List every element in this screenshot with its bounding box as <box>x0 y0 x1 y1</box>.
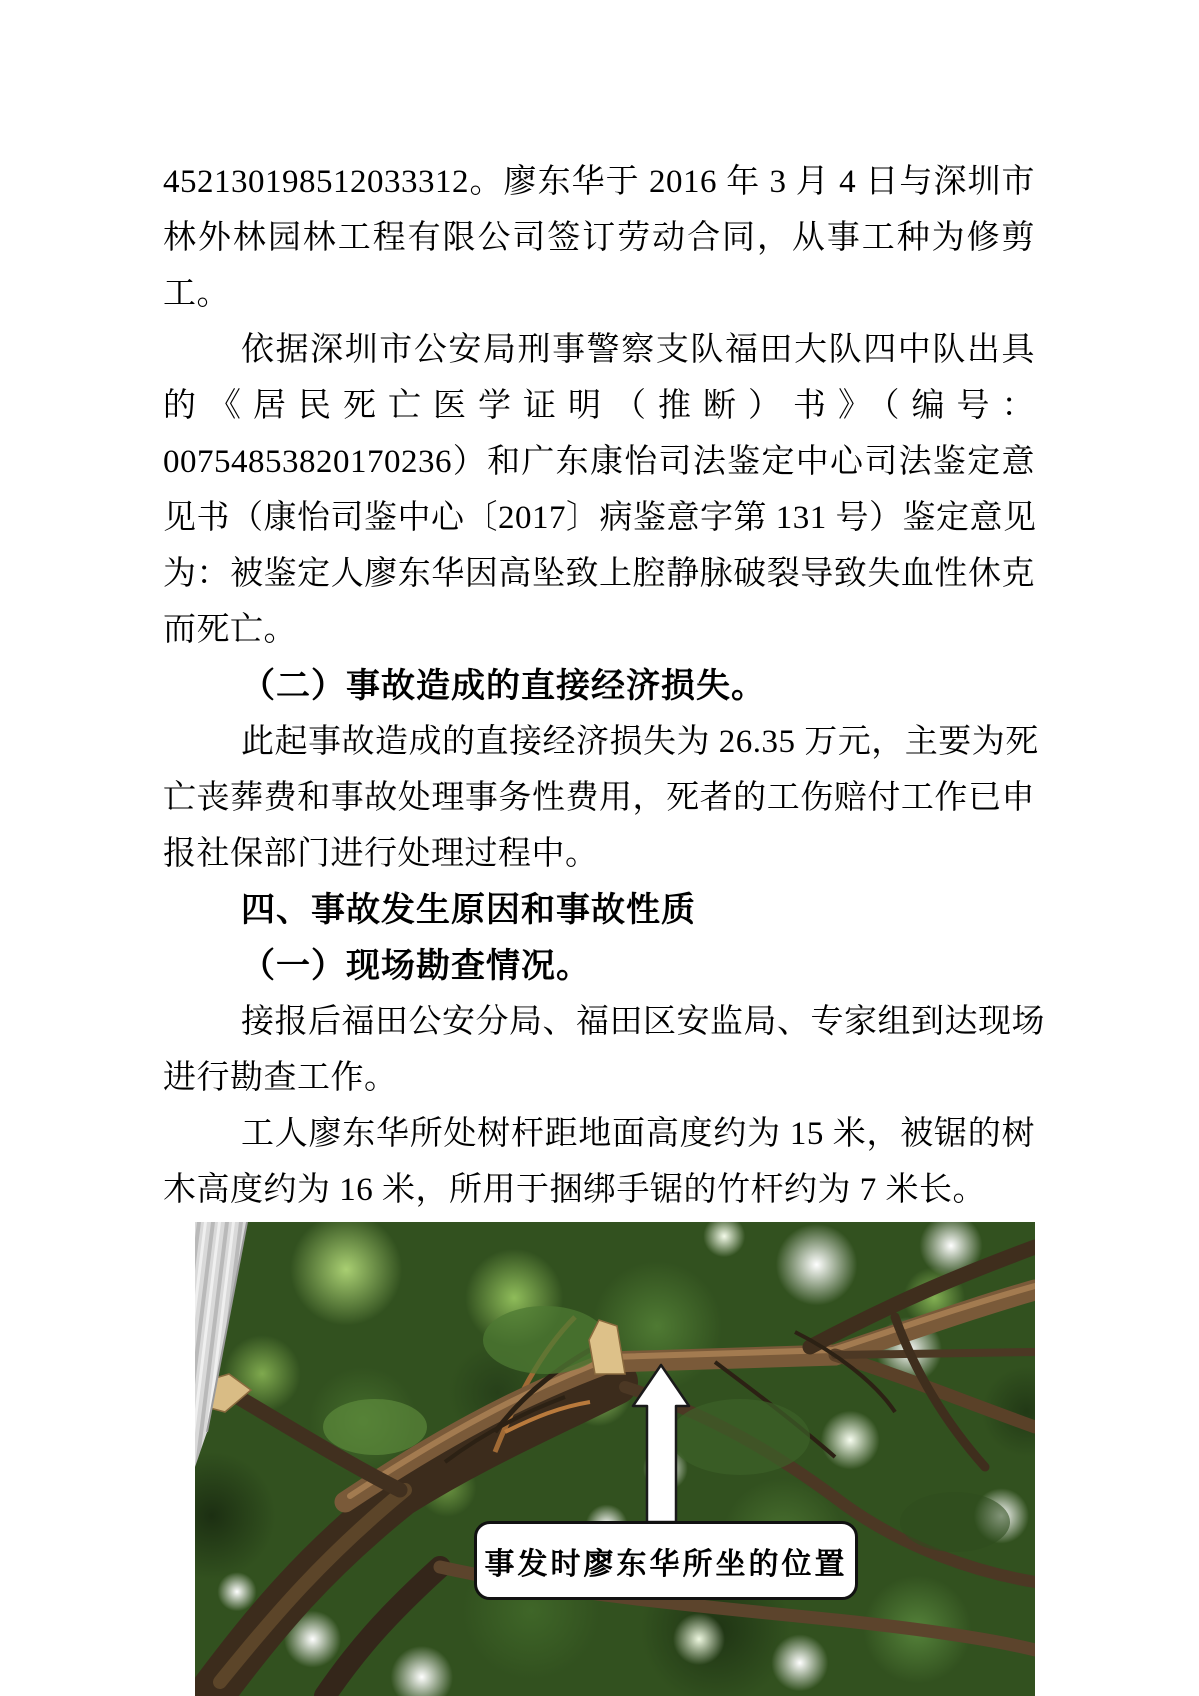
body-line: 而死亡。 <box>163 612 297 648</box>
photo-caption-label: 事发时廖东华所坐的位置 <box>474 1521 858 1600</box>
section-heading: （二）事故造成的直接经济损失。 <box>241 667 766 705</box>
body-line: 亡丧葬费和事故处理事务性费用，死者的工伤赔付工作已申 <box>163 780 1035 816</box>
body-line: 接报后福田公安分局、福田区安监局、专家组到达现场 <box>241 1004 1045 1040</box>
up-arrow-annotation <box>195 1222 1035 1696</box>
body-line: 报社保部门进行处理过程中。 <box>163 836 599 872</box>
body-line: 见书（康怡司鉴中心〔2017〕病鉴意字第 131 号）鉴定意见 <box>163 500 1037 536</box>
section-heading: （一）现场勘查情况。 <box>241 947 591 985</box>
body-line: 工人廖东华所处树杆距地面高度约为 15 米，被锯的树 <box>241 1116 1035 1152</box>
body-line: 此起事故造成的直接经济损失为 26.35 万元，主要为死 <box>241 724 1039 760</box>
body-line: 进行勘查工作。 <box>163 1060 398 1096</box>
section-heading: 四、事故发生原因和事故性质 <box>241 891 696 929</box>
body-line: 工。 <box>163 276 230 312</box>
body-line: 为：被鉴定人廖东华因高坠致上腔静脉破裂导致失血性休克 <box>163 556 1035 592</box>
body-line: 的《居民死亡医学证明（推断）书》（编号： <box>163 388 1035 424</box>
body-line: 452130198512033312。廖东华于 2016 年 3 月 4 日与深圳市 <box>163 164 1035 200</box>
body-line: 依据深圳市公安局刑事警察支队福田大队四中队出具 <box>241 332 1035 368</box>
document-body <box>163 154 1045 1218</box>
scene-photo <box>195 1222 1035 1696</box>
body-line: 林外林园林工程有限公司签订劳动合同，从事工种为修剪 <box>163 220 1035 256</box>
body-line: 木高度约为 16 米，所用于捆绑手锯的竹杆约为 7 米长。 <box>163 1172 986 1208</box>
body-line: 00754853820170236）和广东康怡司法鉴定中心司法鉴定意 <box>163 444 1035 480</box>
